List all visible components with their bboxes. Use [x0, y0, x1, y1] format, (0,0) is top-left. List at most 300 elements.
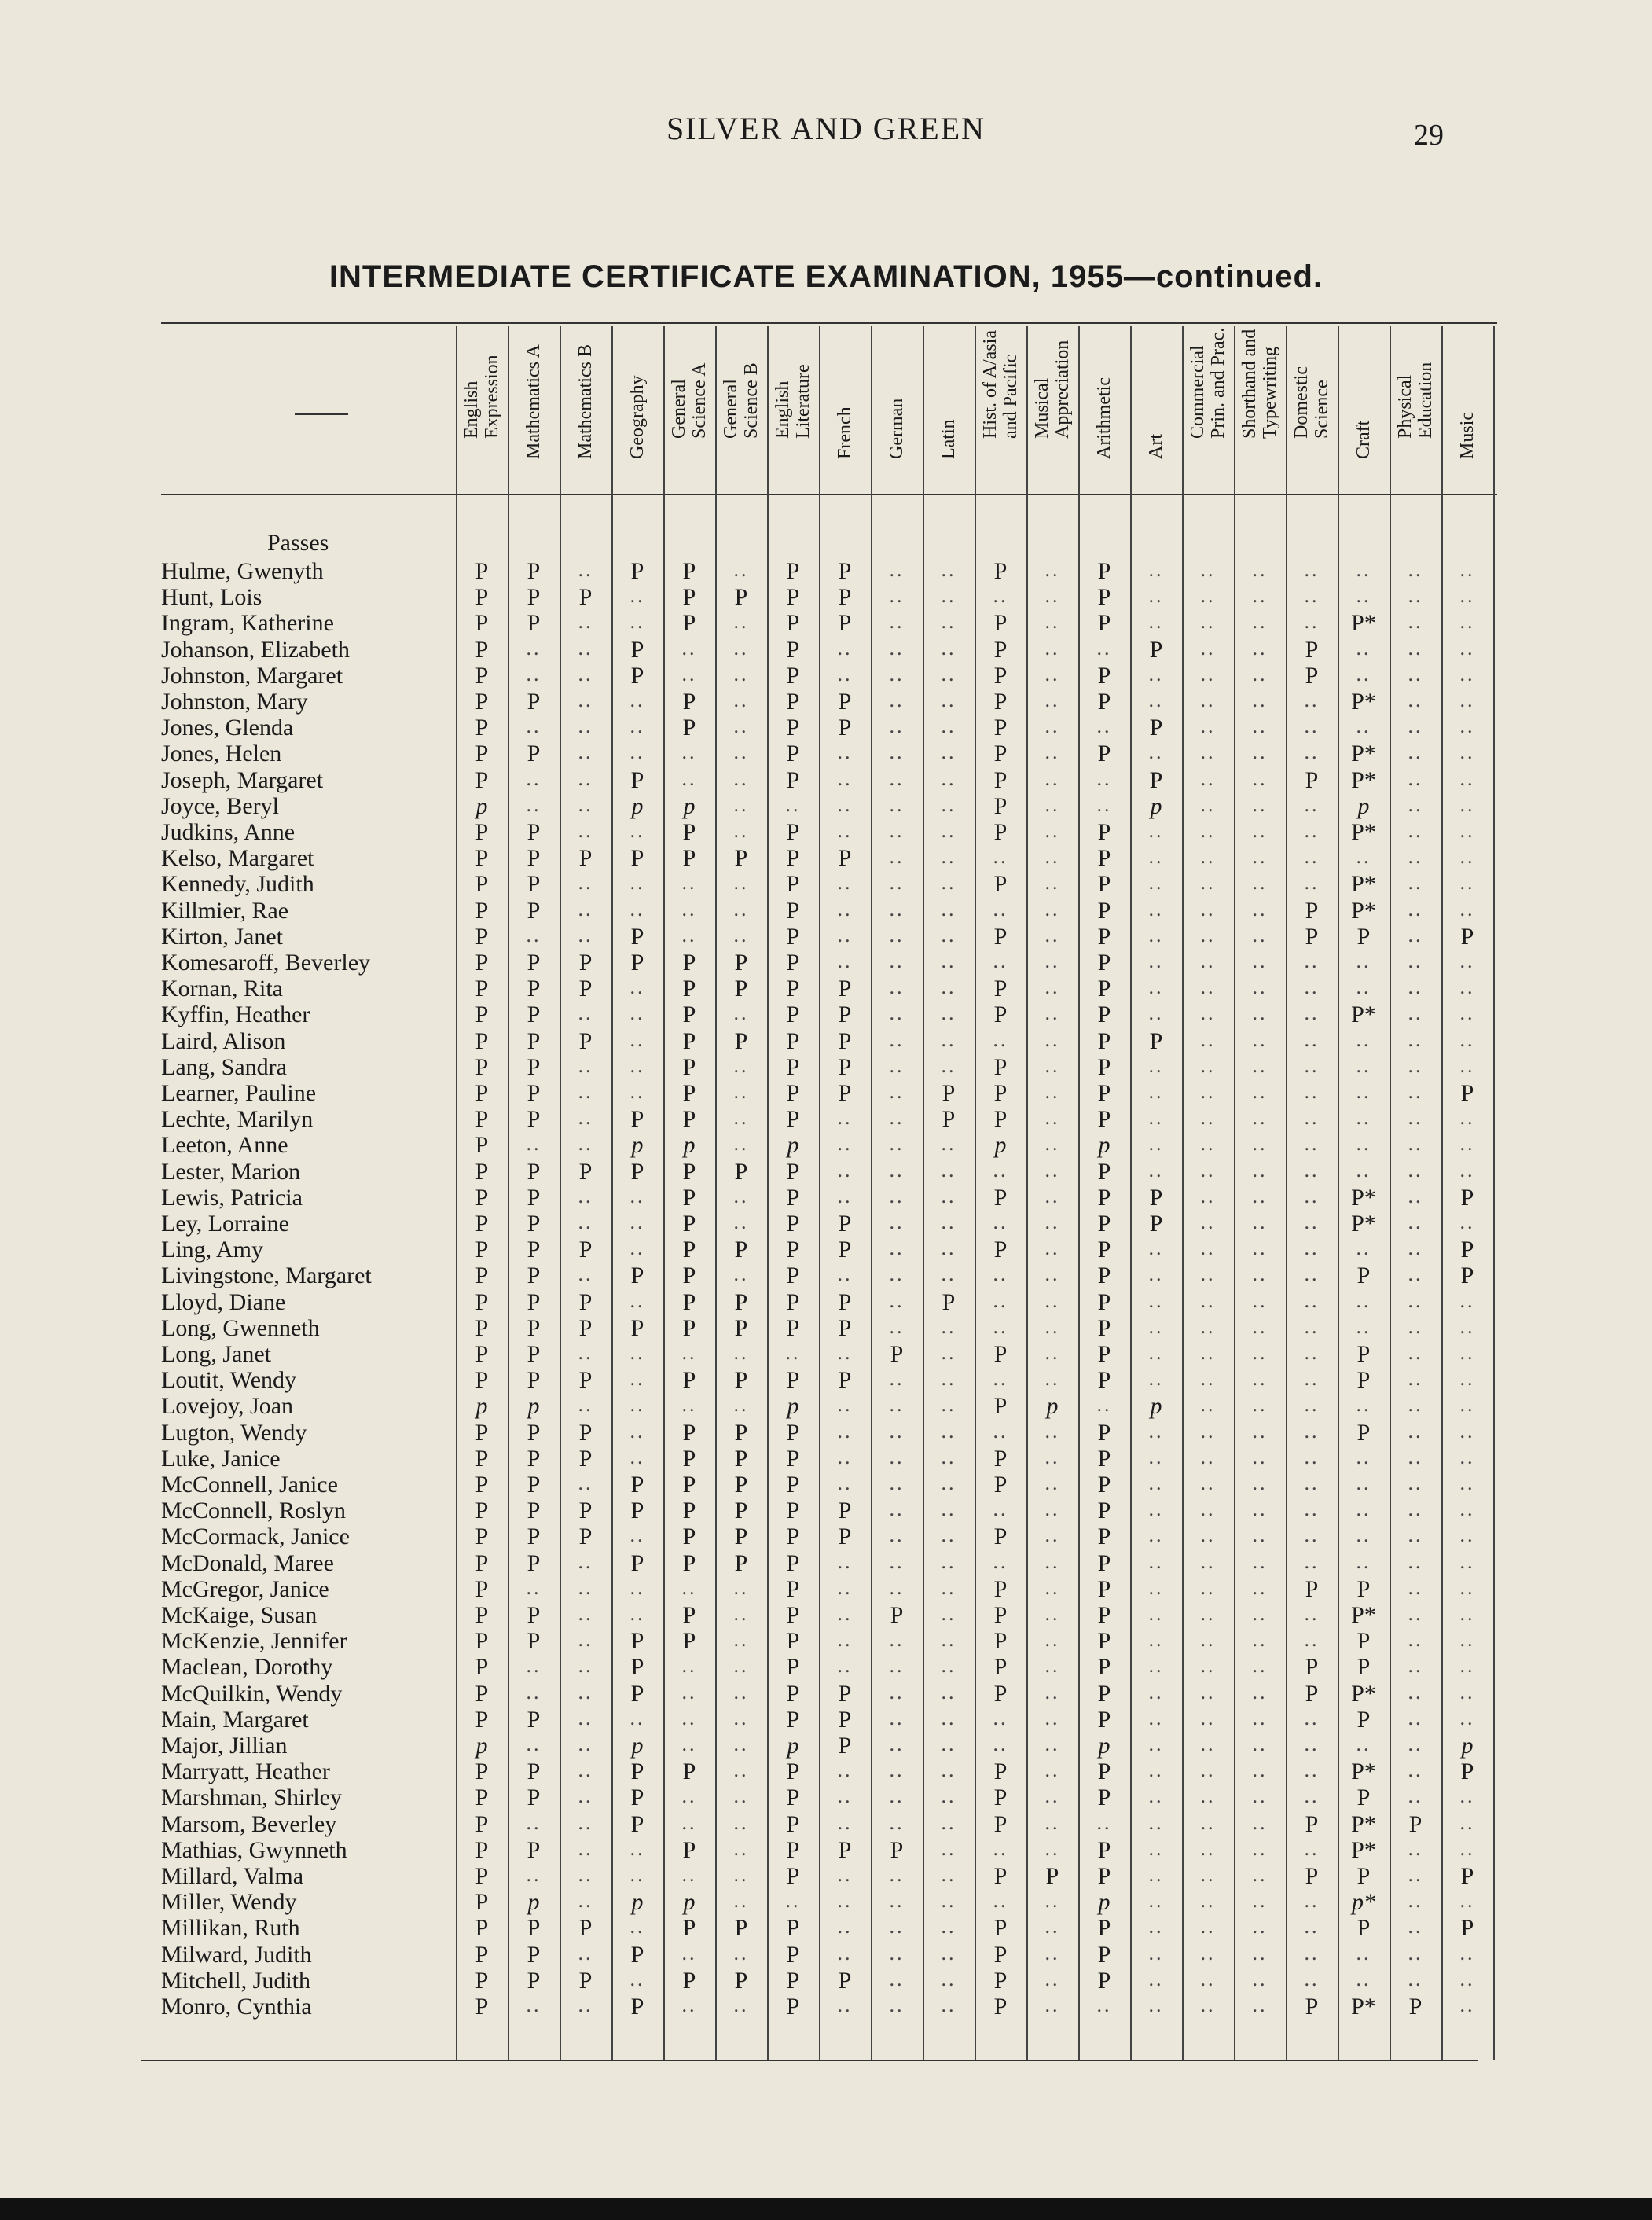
result-cell: ..: [1356, 1941, 1371, 1965]
result-cell: ..: [526, 923, 541, 946]
result-cell: ..: [1252, 1002, 1268, 1025]
result-cell: ..: [578, 558, 593, 581]
result-cell: ..: [1044, 584, 1060, 608]
result-cell: P: [682, 1027, 696, 1054]
result-cell: ..: [681, 662, 697, 685]
result-cell: P: [475, 1053, 489, 1080]
result-cell: P: [475, 1654, 489, 1681]
result-cell: ..: [889, 845, 905, 869]
result-cell: P: [682, 584, 696, 611]
name-column-header-dash: [295, 413, 348, 415]
result-cell: ..: [837, 1602, 853, 1625]
result-cell: ..: [1044, 1211, 1060, 1233]
result-cell: P: [578, 1967, 593, 1994]
subject-header: [456, 330, 508, 480]
result-cell: ..: [1148, 1680, 1164, 1704]
result-cell: ..: [578, 662, 593, 685]
result-cell: P*: [1351, 1184, 1376, 1211]
result-cell: ..: [1148, 845, 1164, 869]
result-cell: ..: [941, 1575, 956, 1599]
result-cell: P: [1097, 1784, 1111, 1811]
result-cell: ..: [889, 1654, 905, 1678]
result-cell: P: [527, 1445, 541, 1472]
candidate-name: Millard, Valma: [161, 1863, 304, 1889]
running-title: SILVER AND GREEN: [666, 111, 986, 146]
result-cell: ..: [1408, 1314, 1423, 1338]
result-cell: P: [1305, 636, 1319, 663]
subject-header-label: Musical Appreciation: [1032, 340, 1073, 439]
result-cell: P: [527, 1184, 541, 1211]
result-cell: P: [630, 1810, 644, 1837]
result-cell: P: [838, 1523, 852, 1550]
table-row: [0, 1994, 1652, 2020]
result-cell: ..: [1356, 1106, 1371, 1130]
candidate-name: Marshman, Shirley: [161, 1784, 342, 1811]
result-cell: ..: [1408, 741, 1423, 764]
result-cell: ..: [1408, 558, 1423, 581]
result-cell: P: [475, 1263, 489, 1289]
result-cell: ..: [733, 1002, 749, 1025]
result-cell: ..: [630, 1836, 645, 1860]
result-cell: P: [838, 1367, 852, 1394]
result-cell: ..: [1459, 1967, 1475, 1990]
result-cell: ..: [941, 1498, 956, 1521]
result-cell: P: [838, 1733, 852, 1759]
table-row: [0, 1367, 1652, 1393]
subject-header: [923, 330, 975, 480]
result-cell: P: [682, 1106, 696, 1133]
result-cell: ..: [1044, 1106, 1060, 1130]
candidate-name: McKaige, Susan: [161, 1602, 318, 1628]
result-cell: ..: [1252, 1393, 1268, 1417]
result-cell: ..: [1200, 1053, 1216, 1077]
result-cell: ..: [733, 1784, 749, 1808]
result-cell: p: [683, 792, 696, 819]
result-cell: ..: [578, 1549, 593, 1573]
result-cell: P: [838, 1288, 852, 1315]
result-cell: ..: [941, 1602, 956, 1625]
candidate-name: Lechte, Marilyn: [161, 1106, 314, 1133]
result-cell: ..: [941, 1002, 956, 1025]
subject-header-label: Art: [1146, 434, 1166, 459]
result-cell: ..: [1252, 1132, 1268, 1156]
table-row: [0, 1576, 1652, 1602]
result-cell: ..: [889, 1784, 905, 1808]
result-cell: P*: [1351, 689, 1376, 715]
result-cell: ..: [578, 741, 593, 764]
result-cell: ..: [1304, 1941, 1320, 1965]
result-cell: P: [475, 1915, 489, 1942]
result-cell: P: [993, 1994, 1008, 2020]
result-cell: ..: [1044, 558, 1060, 581]
result-cell: ..: [526, 1810, 541, 1834]
result-cell: P*: [1351, 1211, 1376, 1237]
result-cell: P: [838, 1498, 852, 1524]
scan-bottom-border: [0, 2198, 1652, 2220]
result-cell: ..: [1408, 1784, 1423, 1808]
candidate-name: Kyffin, Heather: [161, 1002, 310, 1028]
result-cell: ..: [733, 1994, 749, 2016]
table-row: [0, 584, 1652, 610]
table-row: [0, 1707, 1652, 1733]
candidate-name: Joseph, Margaret: [161, 766, 324, 793]
result-cell: ..: [1408, 715, 1423, 738]
result-cell: ..: [1096, 1810, 1112, 1834]
result-cell: ..: [1459, 610, 1475, 634]
result-cell: ..: [889, 766, 905, 790]
result-cell: ..: [681, 871, 697, 895]
candidate-name: Lewis, Patricia: [161, 1184, 303, 1211]
result-cell: P: [1305, 766, 1319, 793]
result-cell: ..: [837, 1784, 853, 1808]
result-cell: P: [578, 1419, 593, 1446]
result-cell: P: [838, 1080, 852, 1106]
candidate-name: Milward, Judith: [161, 1941, 312, 1968]
result-cell: p: [475, 1733, 488, 1759]
result-cell: P: [1097, 923, 1111, 950]
result-cell: ..: [1252, 976, 1268, 999]
result-cell: ..: [941, 1863, 956, 1886]
subject-header: [560, 330, 611, 480]
table-row: [0, 1889, 1652, 1915]
result-cell: ..: [1304, 871, 1320, 895]
result-cell: P: [734, 1498, 748, 1524]
result-cell: P: [578, 1237, 593, 1263]
candidate-name: Lovejoy, Joan: [161, 1393, 294, 1420]
result-cell: P: [1097, 741, 1111, 767]
table-bottom-rule: [141, 2060, 1478, 2061]
result-cell: ..: [1044, 1027, 1060, 1051]
table-row: [0, 1942, 1652, 1968]
result-cell: ..: [1044, 1706, 1060, 1729]
result-cell: ..: [1044, 1889, 1060, 1913]
result-cell: ..: [837, 741, 853, 764]
result-cell: P: [838, 558, 852, 584]
result-cell: ..: [889, 1706, 905, 1729]
result-cell: ..: [1200, 1628, 1216, 1652]
result-cell: ..: [1304, 976, 1320, 999]
result-cell: P: [993, 689, 1008, 715]
result-cell: P: [1097, 1836, 1111, 1863]
result-cell: ..: [1044, 923, 1060, 946]
result-cell: ..: [941, 1784, 956, 1808]
result-cell: P: [786, 1184, 800, 1211]
result-cell: ..: [1148, 1575, 1164, 1599]
result-cell: P: [838, 1836, 852, 1863]
result-cell: ..: [1252, 662, 1268, 685]
result-cell: ..: [1044, 1549, 1060, 1573]
result-cell: ..: [1200, 1184, 1216, 1207]
result-cell: P: [786, 636, 800, 663]
result-cell: ..: [1252, 1472, 1268, 1494]
result-cell: P: [1097, 1106, 1111, 1133]
result-cell: P: [1097, 1915, 1111, 1942]
result-cell: P: [786, 584, 800, 611]
result-cell: P: [475, 1132, 489, 1159]
result-cell: ..: [733, 1080, 749, 1103]
result-cell: ..: [941, 1733, 956, 1755]
result-cell: ..: [578, 1472, 593, 1494]
result-cell: P: [682, 1419, 696, 1446]
result-cell: ..: [1200, 871, 1216, 895]
result-cell: P: [1305, 1575, 1319, 1602]
result-cell: P: [786, 1967, 800, 1994]
result-cell: ..: [1408, 923, 1423, 946]
result-cell: ..: [1459, 558, 1475, 581]
result-cell: ..: [630, 1288, 645, 1312]
result-cell: ..: [1148, 1002, 1164, 1025]
result-cell: ..: [837, 1628, 853, 1652]
result-cell: P: [1305, 1810, 1319, 1837]
result-cell: ..: [993, 1889, 1008, 1913]
result-cell: ..: [1044, 715, 1060, 738]
result-cell: P: [786, 923, 800, 950]
result-cell: P: [630, 845, 644, 872]
candidate-name: McQuilkin, Wendy: [161, 1680, 343, 1707]
result-cell: ..: [630, 1445, 645, 1468]
result-cell: P: [993, 1184, 1008, 1211]
result-cell: P: [993, 1341, 1008, 1367]
result-cell: ..: [1459, 897, 1475, 921]
result-cell: ..: [1148, 1080, 1164, 1103]
result-cell: ..: [681, 897, 697, 921]
result-cell: P: [475, 636, 489, 663]
result-cell: ..: [733, 1263, 749, 1286]
result-cell: P: [993, 1863, 1008, 1889]
result-cell: ..: [941, 792, 956, 816]
result-cell: P: [475, 1784, 489, 1811]
result-cell: ..: [1200, 1941, 1216, 1965]
result-cell: ..: [1044, 871, 1060, 895]
result-cell: P: [475, 1836, 489, 1863]
result-cell: ..: [941, 1263, 956, 1286]
subject-header: [1286, 330, 1338, 480]
result-cell: ..: [1304, 1106, 1320, 1130]
result-cell: ..: [1252, 636, 1268, 660]
result-cell: P: [527, 1367, 541, 1394]
result-cell: P: [527, 1263, 541, 1289]
result-cell: ..: [733, 1654, 749, 1678]
result-cell: P: [527, 950, 541, 976]
result-cell: ..: [993, 1549, 1008, 1573]
result-cell: ..: [1356, 1237, 1371, 1260]
result-cell: ..: [837, 1549, 853, 1573]
result-cell: ..: [1459, 845, 1475, 869]
result-cell: ..: [1459, 1002, 1475, 1025]
result-cell: ..: [733, 662, 749, 685]
result-cell: ..: [1252, 1314, 1268, 1338]
result-cell: ..: [1408, 950, 1423, 972]
result-cell: ..: [578, 1941, 593, 1965]
result-cell: P: [475, 1027, 489, 1054]
result-cell: ..: [1044, 1002, 1060, 1025]
result-cell: ..: [837, 1132, 853, 1156]
result-cell: P: [682, 1211, 696, 1237]
result-cell: P: [1097, 1575, 1111, 1602]
table-row: [0, 871, 1652, 897]
result-cell: P: [630, 636, 644, 663]
result-cell: ..: [1148, 1941, 1164, 1965]
result-cell: ..: [1252, 1863, 1268, 1886]
result-cell: ..: [941, 636, 956, 660]
result-cell: ..: [941, 1367, 956, 1391]
result-cell: ..: [1459, 1602, 1475, 1625]
result-cell: ..: [681, 1680, 697, 1704]
result-cell: P: [1045, 1863, 1059, 1889]
result-cell: P: [786, 1211, 800, 1237]
result-cell: p: [994, 1132, 1007, 1159]
candidate-name: Hunt, Lois: [161, 584, 262, 611]
result-cell: P: [993, 1053, 1008, 1080]
result-cell: ..: [1200, 1080, 1216, 1103]
result-cell: ..: [1148, 1628, 1164, 1652]
result-cell: P: [475, 1680, 489, 1707]
result-cell: P: [630, 1994, 644, 2020]
result-cell: P*: [1351, 610, 1376, 637]
result-cell: ..: [1200, 1002, 1216, 1025]
result-cell: ..: [1408, 1549, 1423, 1573]
result-cell: P: [734, 976, 748, 1002]
result-cell: P: [1097, 1654, 1111, 1681]
result-cell: ..: [1044, 1263, 1060, 1286]
result-cell: P: [993, 1523, 1008, 1550]
table-row: [0, 793, 1652, 819]
result-cell: ..: [1200, 1733, 1216, 1755]
result-cell: P: [527, 1836, 541, 1863]
result-cell: ..: [1356, 584, 1371, 608]
result-cell: p: [787, 1393, 799, 1420]
result-cell: ..: [1304, 1967, 1320, 1990]
result-cell: ..: [1148, 1472, 1164, 1494]
result-cell: ..: [1408, 1523, 1423, 1547]
result-cell: P: [1356, 1628, 1371, 1655]
result-cell: ..: [1459, 819, 1475, 842]
result-cell: P: [1097, 1027, 1111, 1054]
result-cell: ..: [733, 1680, 749, 1704]
result-cell: ..: [1252, 1941, 1268, 1965]
result-cell: ..: [785, 792, 801, 816]
result-cell: P: [1356, 1575, 1371, 1602]
result-cell: ..: [1200, 1237, 1216, 1260]
result-cell: P: [786, 1263, 800, 1289]
result-cell: ..: [1459, 1288, 1475, 1312]
result-cell: P: [527, 1314, 541, 1341]
result-cell: P: [993, 1967, 1008, 1994]
result-cell: ..: [630, 1080, 645, 1103]
result-cell: P: [527, 1158, 541, 1185]
result-cell: ..: [1044, 1053, 1060, 1077]
result-cell: P: [475, 1106, 489, 1133]
result-cell: ..: [1200, 1132, 1216, 1156]
table-row: [0, 1420, 1652, 1446]
result-cell: P: [734, 1367, 748, 1394]
result-cell: ..: [1459, 1836, 1475, 1860]
result-cell: P: [527, 1419, 541, 1446]
result-cell: ..: [993, 1158, 1008, 1182]
subject-header: [611, 330, 663, 480]
section-label: Passes: [267, 530, 329, 556]
result-cell: P: [682, 1158, 696, 1185]
table-row: [0, 637, 1652, 663]
result-cell: ..: [1459, 792, 1475, 816]
result-cell: ..: [1408, 819, 1423, 842]
result-cell: ..: [1459, 950, 1475, 972]
result-cell: p: [1098, 1132, 1111, 1159]
result-cell: ..: [1148, 1288, 1164, 1312]
result-cell: P: [475, 689, 489, 715]
result-cell: P: [475, 1237, 489, 1263]
result-cell: P: [630, 558, 644, 584]
result-cell: P: [527, 1628, 541, 1655]
result-cell: ..: [578, 1889, 593, 1913]
result-cell: P: [734, 1237, 748, 1263]
result-cell: P: [630, 1628, 644, 1655]
table-row: [0, 1733, 1652, 1759]
candidate-name: Lester, Marion: [161, 1158, 301, 1185]
result-cell: ..: [837, 1863, 853, 1886]
result-cell: ..: [889, 1445, 905, 1468]
result-cell: ..: [941, 610, 956, 634]
result-cell: ..: [941, 871, 956, 895]
result-cell: P: [475, 897, 489, 924]
result-cell: P: [1097, 1263, 1111, 1289]
result-cell: ..: [1200, 1810, 1216, 1834]
result-cell: ..: [1200, 845, 1216, 869]
result-cell: P: [786, 1498, 800, 1524]
result-cell: P*: [1351, 766, 1376, 793]
result-cell: P: [682, 819, 696, 845]
result-cell: P: [1097, 1080, 1111, 1106]
table-top-rule: [161, 322, 1497, 324]
result-cell: ..: [1304, 610, 1320, 634]
result-cell: P: [527, 1472, 541, 1498]
result-cell: ..: [578, 1341, 593, 1364]
result-cell: ..: [1459, 1341, 1475, 1364]
table-row: [0, 1341, 1652, 1367]
result-cell: ..: [889, 1027, 905, 1051]
result-cell: ..: [630, 1367, 645, 1391]
result-cell: P: [1305, 923, 1319, 950]
result-cell: ..: [1200, 741, 1216, 764]
result-cell: ..: [630, 715, 645, 738]
table-row: [0, 924, 1652, 950]
result-cell: ..: [1304, 689, 1320, 711]
page-header: [0, 110, 1652, 157]
result-cell: P: [682, 1367, 696, 1394]
result-cell: P: [1097, 1967, 1111, 1994]
result-cell: ..: [1044, 792, 1060, 816]
result-cell: ..: [1200, 1915, 1216, 1939]
result-cell: P: [527, 1498, 541, 1524]
result-cell: ..: [1200, 1158, 1216, 1182]
result-cell: P: [786, 1810, 800, 1837]
result-cell: ..: [837, 871, 853, 895]
result-cell: P: [786, 1002, 800, 1028]
result-cell: p: [631, 1132, 644, 1159]
result-cell: P: [578, 1027, 593, 1054]
result-cell: P: [578, 1915, 593, 1942]
result-cell: P: [1356, 1654, 1371, 1681]
result-cell: ..: [1304, 1498, 1320, 1521]
result-cell: ..: [1356, 1132, 1371, 1156]
result-cell: P: [1356, 1784, 1371, 1811]
result-cell: P: [1460, 1863, 1474, 1889]
result-cell: P: [578, 845, 593, 872]
subject-header-label: English Expression: [461, 355, 502, 439]
result-cell: P: [682, 976, 696, 1002]
result-cell: P: [786, 1472, 800, 1498]
result-cell: ..: [1096, 715, 1112, 738]
